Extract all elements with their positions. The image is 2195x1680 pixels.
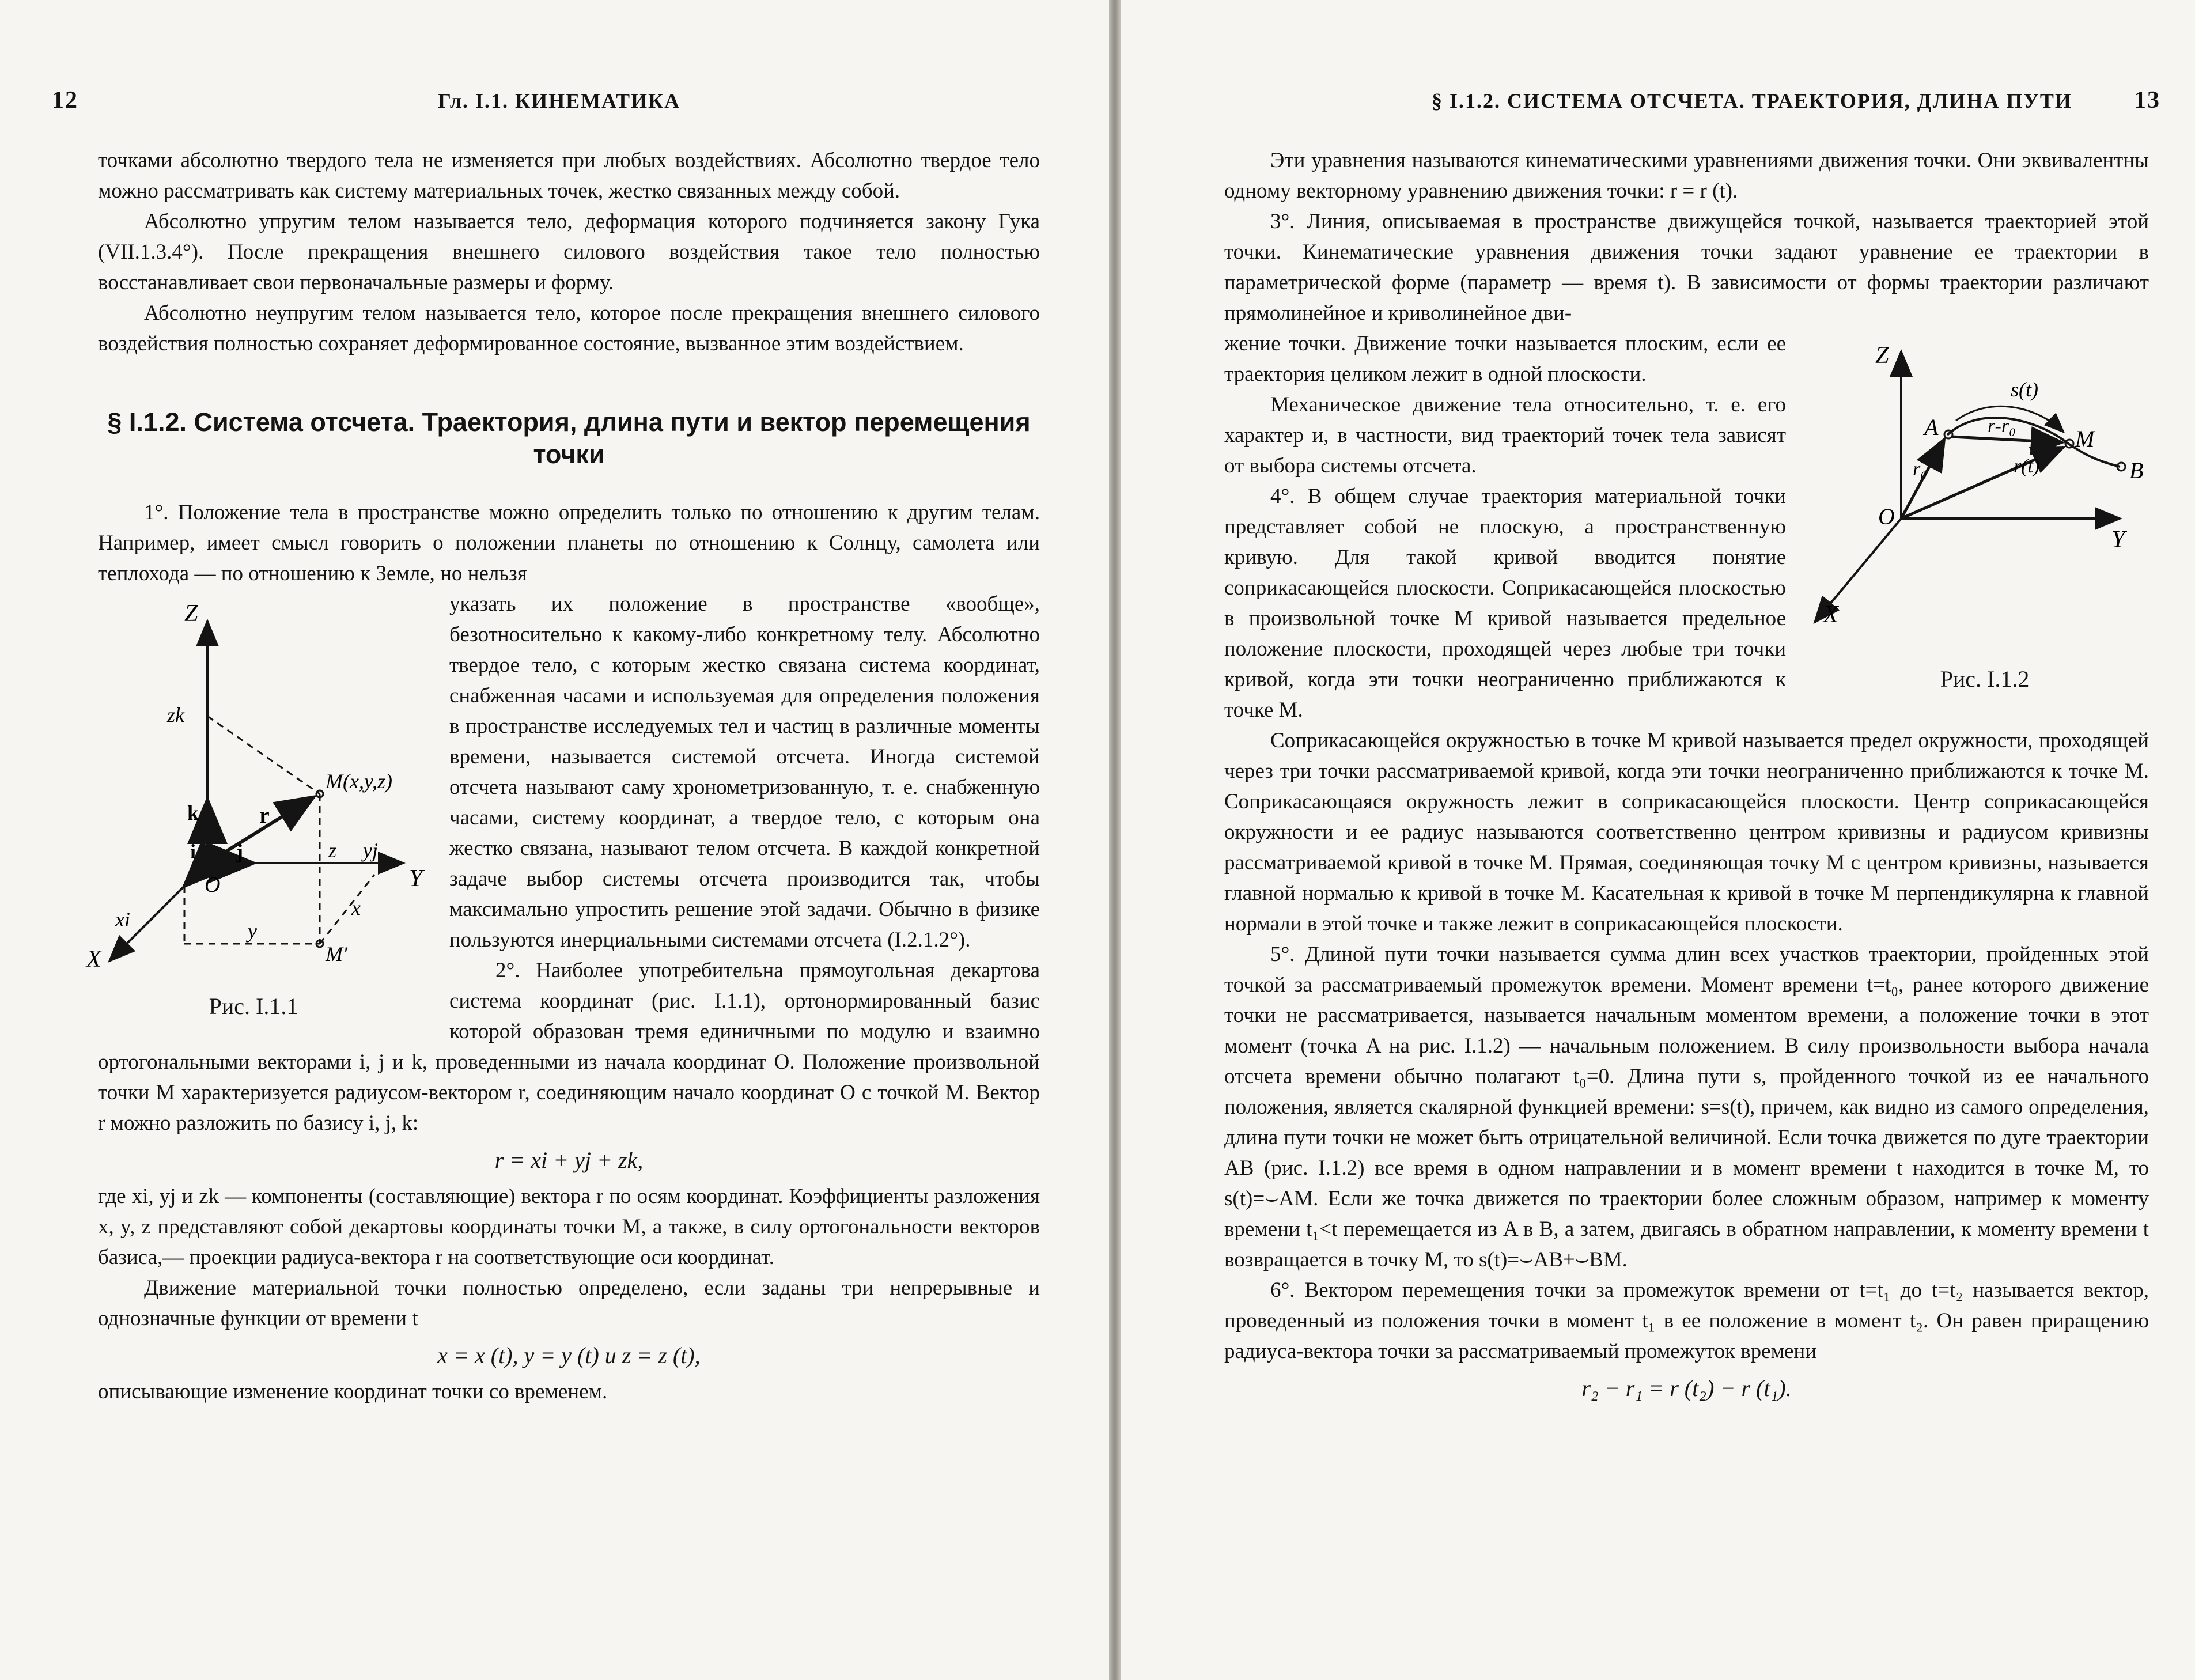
fig1-label-origin: O (205, 873, 221, 897)
fig1-label-j: j (236, 840, 243, 863)
section-heading: § I.1.2. Система отсчета. Траектория, длина пути и вектор перемещения точки (107, 407, 1031, 469)
paragraph-6deg: 6°. Вектором перемещения точки за промежуток времени от t=t₁ до t=t₂ называется вектор, проведенный из положения точки в момент t₁ в ее положение в момент t₂. Он равен приращению радиуса-вектора точки за рассматриваемый промежуток времени (1224, 1278, 2149, 1363)
fig1-label-x-axis: X (86, 946, 101, 973)
fig1-label-yj: yj (363, 839, 378, 862)
fig1-label-z-axis: Z (184, 600, 198, 627)
fig1-label-k: k (187, 801, 199, 824)
fig1-label-i: i (190, 840, 196, 863)
paragraph-3deg-wrap: жение точки. Движение точки называется плоским, если ее траектория целиком лежит в одной плоскости. (1224, 332, 1786, 386)
fig1-label-m-prime: M′ (326, 943, 347, 966)
left-running-head: Гл. I.1. КИНЕМАТИКА (438, 89, 681, 112)
paragraph-inelastic-body: Абсолютно неупругим телом называется тело, которое после прекращения внешнего силового воздействия полностью сохраняет деформированное состояние, вызванное этим воздействием. (98, 301, 1040, 355)
paragraph-5deg: 5°. Длиной пути точки называется сумма длин всех участков траектории, пройденных этой точкой за рассматриваемый промежуток времени. Момент времени t=t₀, ранее которого движение точки не рассматривается, называется начальным моментом времени, а положение точки в этот момент (точка A на рис. I.1.2) — начальным положением. В силу произвольности выбора начала отсчета времени обычно полагают t₀=0. Длина пути s, пройденного точкой из ее начального положения, является скалярной функцией времени: s=s(t), причем, как видно из самого определения, длина пути точки не может быть отрицательной величиной. Если точка движется по дуге траектории AB (рис. I.1.2) все время в одном направлении и в момент времени t находится в точке M, то s(t)=⌣AM. Если же точка движется по траектории более сложным образом, например к моменту времени t₁<t перемещается из A в B, а затем, двигаясь в обратном направлении, к моменту времени t возвращается в точку M, то s(t)=⌣AB+⌣BM. (1224, 943, 2149, 1272)
fig1-label-z: z (328, 839, 337, 862)
fig2-label-r-t: r(t) (2014, 456, 2040, 477)
paragraph-3deg-intro: 3°. Линия, описываемая в пространстве движущейся точкой, называется траекторией этой точки. Кинематические уравнения движения точки задают уравнение ее траектории в параметрической форме (параметр — время t). В зависимости от формы траектории различают прямолинейное и криволинейное дви- (1224, 210, 2149, 325)
formula-displacement: r₂ − r₁ = r (t₂) − r (t₁). (1581, 1375, 1792, 1401)
coordinate-system-diagram (75, 592, 432, 996)
paragraph-elastic-body: Абсолютно упругим телом называется тело, деформация которого подчиняется закону Гука (VII.1.3.4°). После прекращения внешнего силового воздействия такое тело полностью восстанавливает свои первоначальные размеры и форму. (98, 210, 1040, 294)
paragraph-1-wrap: указать их положение в пространстве «вообще», безотносительно к какому-либо конкретному телу. Абсолютно твердое тело, с которым жестко связана система координат, снабженная часами и используемая для определения положения в пространстве исследуемых тел и частиц в различные моменты времени, называется системой отсчета. Иногда системой отсчета называют саму хронометризованную, т. е. снабженную часами, систему координат, а твердое тело, с которым она жестко связана, называют телом отсчета. В каждой конкретной задаче выбор системы отсчета производится так, чтобы максимально упростить решение этой задачи. Обычно в физике пользуются инерциальными системами отсчета (I.2.1.2°). (449, 592, 1040, 952)
paragraph-3-continued: описывающие изменение координат точки со временем. (98, 1380, 608, 1403)
fig2-label-x-axis: X (1823, 601, 1838, 628)
paragraph-rigid-body: точками абсолютно твердого тела не изменяется при любых воздействиях. Абсолютно твердое тело можно рассматривать как систему материальных точек, жестко связанных между собой. (98, 149, 1040, 203)
left-page-header (52, 86, 1040, 121)
fig2-label-a: A (1924, 414, 1939, 440)
right-page-number: 13 (2134, 87, 2160, 113)
formula-coordinates: x = x (t), y = y (t) и z = z (t), (437, 1342, 701, 1368)
left-page-number: 12 (52, 87, 78, 113)
figure-1-1 (75, 592, 432, 1030)
fig1-label-r: r (259, 802, 270, 828)
paragraph-1-intro: 1°. Положение тела в пространстве можно определить только по отношению к другим телам. Например, имеет смысл говорить о положении планеты по отношению к Солнцу, самолета или теплохода — по отношению к Земле, но нельзя (98, 501, 1040, 585)
fig2-label-r0: r₀ (1913, 459, 1928, 480)
trajectory-diagram (1797, 334, 2172, 668)
formula-radius-vector: r = xi + yj + zk, (494, 1147, 644, 1173)
fig2-label-y-axis: Y (2111, 527, 2125, 553)
fig2-label-z-axis: Z (1875, 342, 1889, 369)
fig2-label-s-t: s(t) (2011, 378, 2038, 401)
fig2-label-b: B (2129, 457, 2144, 483)
paragraph-mechanical-motion: Механическое движение тела относительно, т. е. его характер и, в частности, вид траекторий точек тела зависят от выбора системы отсчета. (1224, 393, 1786, 478)
fig2-label-r-minus-r0: r-r₀ (1988, 415, 2016, 437)
paragraph-osculating-circle: Соприкасающейся окружностью в точке M кривой называется предел окружности, проходящей через три точки рассматриваемой кривой, когда эти точки неограниченно приближаются к точке M. Соприкасающаяся окружность лежит в соприкасающейся плоскости. Центр соприкасающейся окружности и ее радиус называются соответственно центром кривизны и радиусом кривизны рассматриваемой кривой в точке M. Прямая, соединяющая точку M с центром кривизны, называется главной нормалью к кривой в точке M. Касательная к кривой в точке M перпендикулярна к главной нормали в этой точке и также лежит в соприкасающейся плоскости. (1224, 729, 2149, 936)
book-gutter (1109, 0, 1121, 1680)
fig1-label-zk: zk (167, 703, 184, 727)
right-running-head: § I.1.2. СИСТЕМА ОТСЧЕТА. ТРАЕКТОРИЯ, ДЛИНА ПУТИ (1432, 89, 2072, 112)
fig1-label-y-axis: Y (409, 865, 423, 892)
fig1-label-x: x (351, 896, 361, 920)
fig2-label-m: M (2075, 426, 2095, 452)
paragraph-3: Движение материальной точки полностью определено, если заданы три непрерывные и однозначные функции от времени t (98, 1276, 1040, 1330)
paragraph-2: 2°. Наиболее употребительна прямоугольная декартова система координат (рис. I.1.1), ортонормированный базис которой образован тремя единичными по модулю и взаимно ортогональными векторами i, j и k, проведенными из начала координат O. Положение произвольной точки M характеризуется радиусом-вектором r, соединяющим начало координат O с точкой M. Вектор r можно разложить по базису i, j, k: (98, 959, 1040, 1135)
figure-2-caption: Рис. I.1.2 (1940, 666, 2030, 692)
figure-1-caption: Рис. I.1.1 (209, 993, 298, 1019)
paragraph-2-continued: где xi, yj и zk — компоненты (составляющие) вектора r по осям координат. Коэффициенты разложения x, y, z представляют собой декартовы координаты точки M, а также, в силу ортогональности векторов базиса,— проекции радиуса-вектора r на соответствующие оси координат. (98, 1185, 1040, 1269)
figure-1-2 (1797, 334, 2172, 703)
paragraph-kinematic-equations: Эти уравнения называются кинематическими уравнениями движения точки. Они эквивалентны одному векторному уравнению движения точки: r = r (t). (1224, 149, 2149, 203)
fig2-label-origin: O (1878, 504, 1895, 529)
right-page (1121, 0, 2195, 1680)
fig1-label-xi: xi (115, 908, 130, 931)
right-page-header (1224, 86, 2160, 121)
fig1-label-y: y (248, 920, 257, 943)
paragraph-4deg: 4°. В общем случае траектория материальной точки представляет собой не плоскую, а пространственную кривую. Для такой кривой вводится понятие соприкасающейся плоскости. Соприкасающейся плоскостью в произвольной точке M кривой называется предельное положение плоскости, проходящей через любые три точки кривой, когда эти точки неограниченно приближаются к точке M. (1224, 485, 1786, 722)
fig1-label-m: M(x,y,z) (326, 770, 392, 793)
